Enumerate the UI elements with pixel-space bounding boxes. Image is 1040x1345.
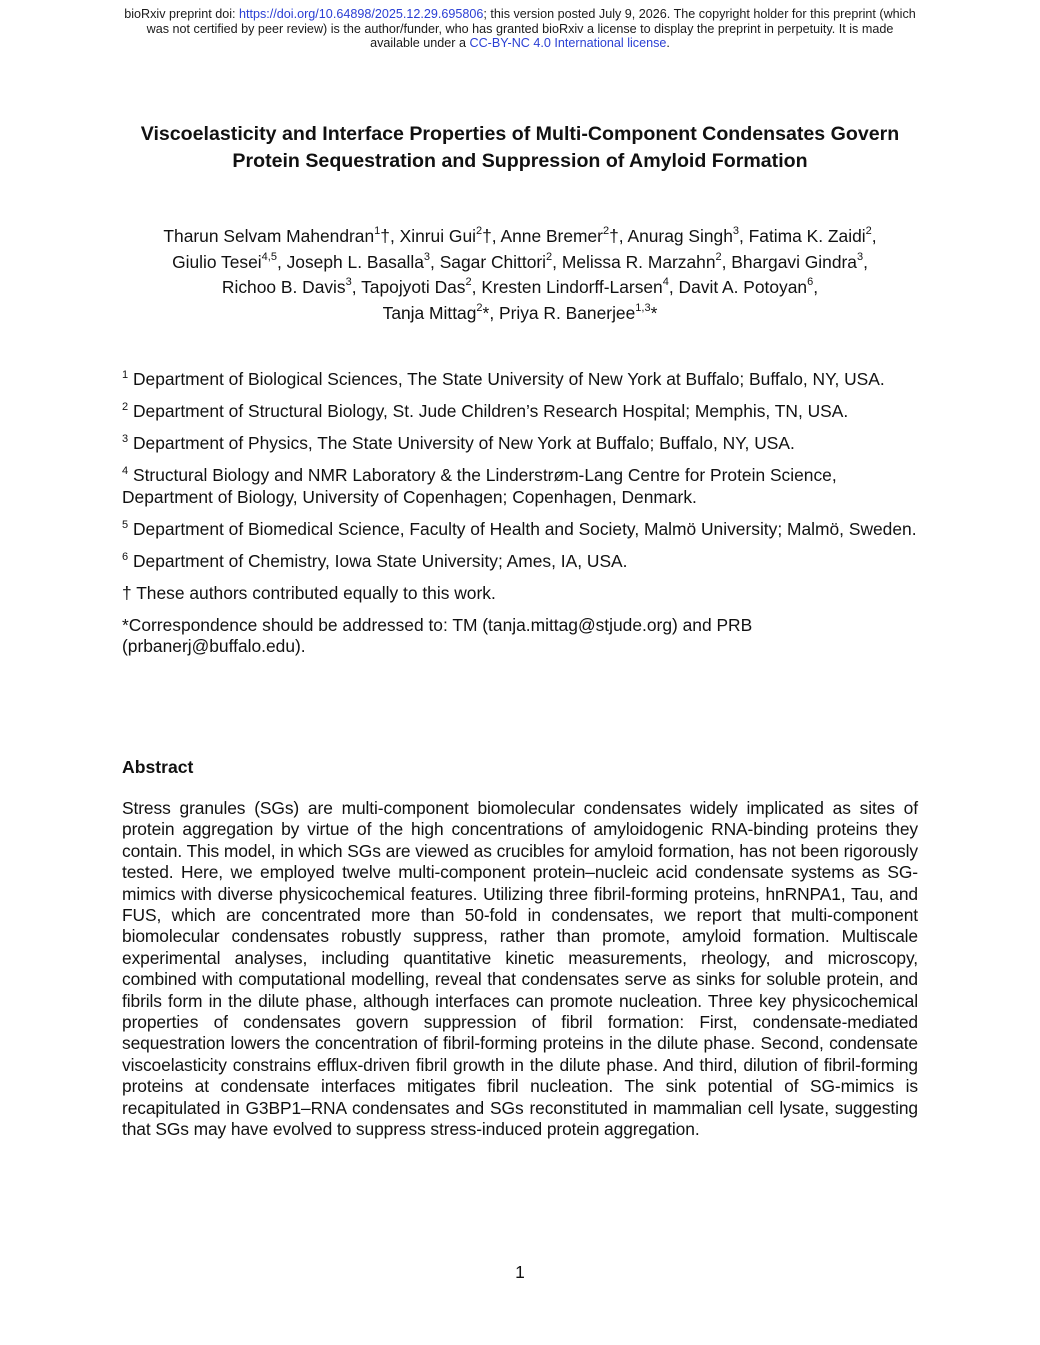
equal-contribution-note: † These authors contributed equally to this work. — [122, 582, 496, 603]
abstract-heading: Abstract — [122, 757, 194, 777]
author: Richoo B. Davis$^3$ — [221, 276, 352, 297]
author: Giulio Tesei$^{4,5}$ — [172, 250, 277, 272]
author: Bhargavi Gindra$^3$ — [731, 250, 864, 272]
author: Tapojyoti Das$^2$ — [361, 276, 472, 297]
preprint-doi-prefix: bioRxiv preprint doi: — [124, 7, 239, 21]
author: Kresten Lindorff-Larsen$^4$ — [481, 276, 669, 297]
affiliation: $^2$ Department of Structural Biology, St. Jude Children’s Research Hospital; Memphis, TN, USA. — [122, 401, 849, 421]
license-suffix: . — [666, 36, 670, 50]
author: Tanja Mittag$^2$* — [382, 301, 490, 323]
affiliation: $^6$ Department of Chemistry, Iowa State University; Ames, IA, USA. — [122, 550, 628, 571]
affiliation: $^5$ Department of Biomedical Science, Faculty of Health and Society, Malmö University; Malmö, Sweden. — [122, 518, 917, 539]
author: Tharun Selvam Mahendran$^1$† — [163, 225, 390, 246]
preprint-notice-line-2: was not certified by peer review) is the author/funder, who has granted bioRxiv a license to display the preprint in perpetuity. It is made — [146, 21, 894, 36]
preprint-notice-line-3 — [60, 36, 980, 51]
affiliation: $^4$ Structural Biology and NMR Laboratory & the Linderstrøm-Lang Centre for Protein Science, Department of Biology, University of Copenhagen; Copenhagen, Denmark. — [122, 465, 837, 507]
author-list: Tharun Selvam Mahendran$^1$†, Xinrui Gui$^2$†, Anne Bremer$^2$†, Anurag Singh$^3$, Fatima K. Zaidi$^2$, Giulio Tesei$^{4,5}$, Joseph L. Basalla$^3$, Sagar Chittori$^2$, Melissa R. Marzahn$^2$, Bhargavi Gindra$^3$, Richoo B. Davis$^3$, Tapojyoti Das$^2$, Kresten Lindorff-Larsen$^4$, Davit A. Potoyan$^6$, Tanja Mittag$^2$*, Priya R. Banerjee$^{1,3}$* — [163, 225, 877, 323]
affiliations — [122, 369, 922, 668]
preprint-notice-line-1-rest: ; this version posted July 9, 2026. The copyright holder for this preprint (which — [483, 7, 916, 21]
paper-title — [60, 121, 980, 175]
doi-link[interactable]: https://doi.org/10.64898/2025.12.29.695806 — [239, 7, 484, 21]
page-number: 1 — [515, 1262, 525, 1282]
author: Sagar Chittori$^2$ — [439, 250, 553, 272]
author: Melissa R. Marzahn$^2$ — [561, 250, 722, 272]
author: Anne Bremer$^2$† — [500, 225, 619, 246]
author: Priya R. Banerjee$^{1,3}$* — [498, 301, 658, 323]
correspondence-note: *Correspondence should be addressed to: TM (tanja.mittag@stjude.org) and PRB (prbanerj@buffalo.edu). — [122, 614, 753, 656]
author: Xinrui Gui$^2$† — [399, 225, 492, 246]
author: Davit A. Potoyan$^6$ — [678, 276, 814, 297]
paper-title-line-1: Viscoelasticity and Interface Properties of Multi-Component Condensates Govern — [140, 123, 900, 145]
license-prefix: available under a — [370, 36, 470, 50]
preprint-notice-line-1 — [60, 7, 980, 22]
paper-title-line-2: Protein Sequestration and Suppression of Amyloid Formation — [232, 150, 808, 172]
abstract-text: Stress granules (SGs) are multi-component biomolecular condensates widely implicated as sites of protein aggregation by virtue of the high concentrations of amyloidogenic RNA-binding proteins they contain. This model, in which SGs are viewed as crucibles for amyloid formation, has not been rigorously tested. Here, we employed twelve multi-component protein–nucleic acid condensate systems as SG-mimics with diverse physicochemical features. Utilizing three fibril-forming proteins, hnRNPA1, Tau, and FUS, which are concentrated more than 50-fold in condensates, we report that multi-component biomolecular condensates robustly suppress, rather than promote, amyloid formation. Multiscale experimental analyses, including quantitative kinetic measurements, rheology, and microscopy, combined with computational modelling, reveal that condensates serve as sinks for soluble protein, and fibrils form in the dilute phase, although interfaces can promote nucleation. Three key physicochemical properties of condensates govern suppression of fibril formation: First, condensate-mediated sequestration lowers the concentration of fibril-forming proteins in the dilute phase. Second, condensate viscoelasticity constrains efflux-driven fibril growth in the dilute phase. And third, dilution of fibril-forming proteins at condensate interfaces mitigates fibril nucleation. The sink potential of SG-mimics is recapitulated in G3BP1–RNA condensates and SGs reconstituted in mammalian cell lysate, suggesting that SGs may have evolved to suppress stress-induced protein aggregation. — [122, 798, 918, 1140]
author: Fatima K. Zaidi$^2$ — [748, 225, 872, 246]
affiliation: $^1$ Department of Biological Sciences, The State University of New York at Buffalo; Buffalo, NY, USA. — [122, 369, 885, 389]
author: Anurag Singh$^3$ — [627, 225, 739, 246]
affiliation: $^3$ Department of Physics, The State University of New York at Buffalo; Buffalo, NY, USA. — [122, 433, 795, 453]
author: Joseph L. Basalla$^3$ — [286, 250, 431, 272]
license-link[interactable]: CC-BY-NC 4.0 International license — [469, 36, 667, 50]
preprint-notice — [60, 7, 980, 51]
